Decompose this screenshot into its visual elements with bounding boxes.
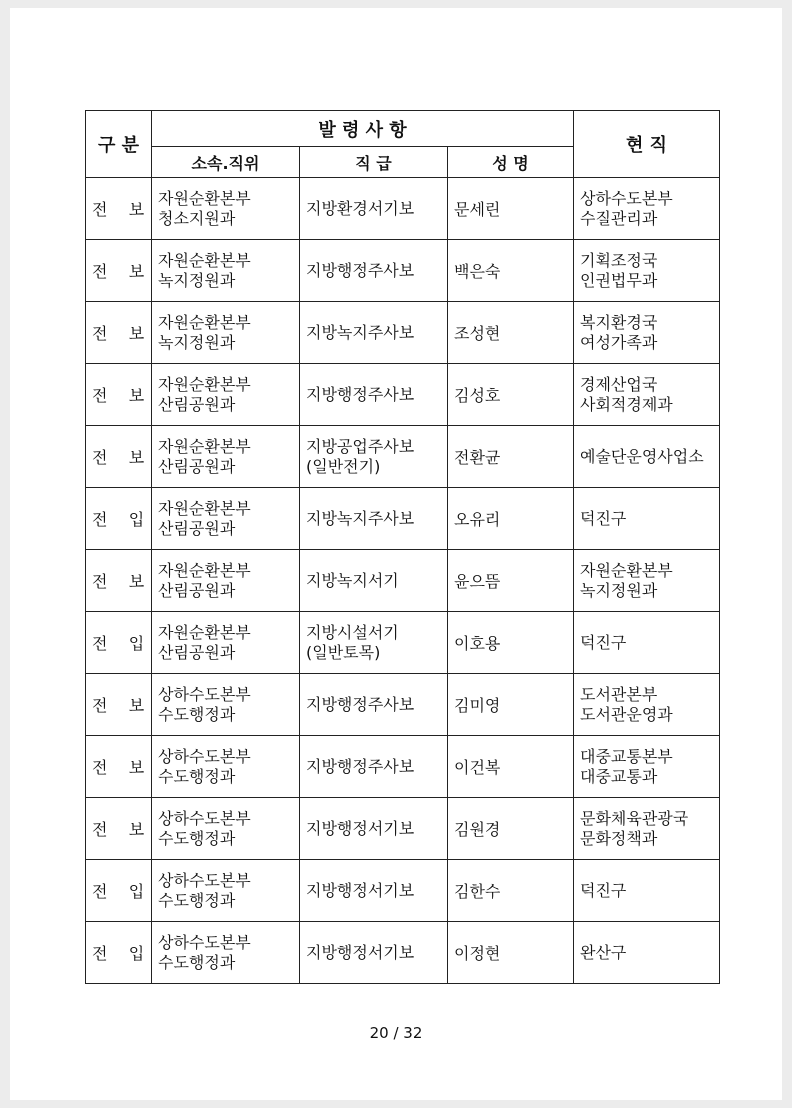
cell-current [574, 364, 720, 426]
cell-rank [300, 240, 448, 302]
cell-type: 전 보 [86, 364, 152, 426]
cell-rank-line: 지방녹지주사보 [306, 322, 415, 342]
cell-current-line: 수질관리과 [580, 208, 658, 228]
cell-name: 김미영 [448, 674, 574, 736]
cell-current-line: 경제산업국 [580, 374, 658, 394]
cell-rank-line: 지방녹지서기 [306, 570, 399, 590]
cell-current [574, 612, 720, 674]
cell-type: 전 입 [86, 612, 152, 674]
cell-current-line: 자원순환본부 [580, 560, 673, 580]
table-row [86, 736, 720, 798]
cell-dept [152, 302, 300, 364]
cell-current-line: 도서관본부 [580, 684, 658, 704]
cell-type: 전 보 [86, 798, 152, 860]
cell-current-line: 도서관운영과 [580, 704, 673, 724]
cell-current [574, 550, 720, 612]
cell-dept-line: 자원순환본부 [158, 312, 251, 332]
cell-dept [152, 240, 300, 302]
cell-rank-line: 지방행정주사보 [306, 384, 415, 404]
cell-name: 이정현 [448, 922, 574, 984]
cell-rank-line: 지방환경서기보 [306, 198, 415, 218]
cell-type: 전 보 [86, 240, 152, 302]
cell-rank-line: 지방행정서기보 [306, 942, 415, 962]
header-type: 구 분 [86, 111, 152, 178]
cell-dept-line: 자원순환본부 [158, 188, 251, 208]
cell-current-line: 덕진구 [580, 508, 627, 528]
cell-type: 전 입 [86, 922, 152, 984]
cell-dept-line: 산림공원과 [158, 642, 236, 662]
document-page [10, 8, 782, 1100]
cell-rank [300, 736, 448, 798]
cell-dept [152, 860, 300, 922]
cell-current-line: 덕진구 [580, 632, 627, 652]
table-row [86, 240, 720, 302]
header-dept: 소속.직위 [152, 147, 300, 178]
cell-rank-line: 지방행정주사보 [306, 260, 415, 280]
table-body [86, 178, 720, 984]
cell-current [574, 736, 720, 798]
table-row [86, 612, 720, 674]
cell-rank-line: 지방시설서기 [306, 622, 399, 642]
cell-type: 전 보 [86, 674, 152, 736]
cell-dept-line: 자원순환본부 [158, 622, 251, 642]
cell-dept [152, 488, 300, 550]
cell-rank [300, 550, 448, 612]
header-rank: 직 급 [300, 147, 448, 178]
cell-rank-line: 지방행정주사보 [306, 756, 415, 776]
cell-rank [300, 364, 448, 426]
cell-current-line: 완산구 [580, 942, 627, 962]
cell-current-line: 상하수도본부 [580, 188, 673, 208]
page-number: 20 / 32 [369, 1024, 423, 1042]
table-row [86, 426, 720, 488]
cell-name: 윤으뜸 [448, 550, 574, 612]
cell-current [574, 302, 720, 364]
cell-current-line: 녹지정원과 [580, 580, 658, 600]
cell-current-line: 대중교통과 [580, 766, 658, 786]
cell-type: 전 입 [86, 860, 152, 922]
cell-type: 전 보 [86, 426, 152, 488]
cell-rank [300, 488, 448, 550]
cell-dept [152, 426, 300, 488]
personnel-table [85, 110, 720, 984]
cell-current-line: 덕진구 [580, 880, 627, 900]
cell-dept-line: 수도행정과 [158, 704, 236, 724]
cell-name: 백은숙 [448, 240, 574, 302]
cell-dept-line: 산림공원과 [158, 580, 236, 600]
cell-dept [152, 798, 300, 860]
cell-rank [300, 302, 448, 364]
header-current: 현 직 [574, 111, 720, 178]
cell-current-line: 예술단운영사업소 [580, 446, 704, 466]
cell-name: 김성호 [448, 364, 574, 426]
cell-dept [152, 178, 300, 240]
cell-dept [152, 364, 300, 426]
cell-name: 이호용 [448, 612, 574, 674]
cell-rank-line: 지방행정주사보 [306, 694, 415, 714]
cell-rank [300, 860, 448, 922]
cell-type: 전 보 [86, 178, 152, 240]
header-group: 발 령 사 항 [152, 111, 574, 147]
cell-dept-line: 산림공원과 [158, 518, 236, 538]
cell-rank [300, 922, 448, 984]
cell-current [574, 240, 720, 302]
cell-name: 문세린 [448, 178, 574, 240]
cell-rank [300, 612, 448, 674]
cell-name: 김한수 [448, 860, 574, 922]
header-name: 성 명 [448, 147, 574, 178]
table-row [86, 488, 720, 550]
cell-rank-line: (일반토목) [306, 642, 381, 662]
cell-rank [300, 178, 448, 240]
cell-rank-line: 지방행정서기보 [306, 818, 415, 838]
cell-type: 전 보 [86, 550, 152, 612]
cell-current [574, 798, 720, 860]
cell-dept-line: 자원순환본부 [158, 250, 251, 270]
cell-dept-line: 상하수도본부 [158, 870, 251, 890]
table-row [86, 922, 720, 984]
cell-current-line: 여성가족과 [580, 332, 658, 352]
cell-name: 김원경 [448, 798, 574, 860]
cell-dept-line: 자원순환본부 [158, 374, 251, 394]
cell-rank-line: 지방행정서기보 [306, 880, 415, 900]
cell-current-line: 복지환경국 [580, 312, 658, 332]
cell-type: 전 보 [86, 302, 152, 364]
cell-name: 전환균 [448, 426, 574, 488]
cell-current-line: 인권법무과 [580, 270, 658, 290]
cell-current-line: 문화정책과 [580, 828, 658, 848]
cell-dept [152, 550, 300, 612]
table-row [86, 178, 720, 240]
cell-dept [152, 736, 300, 798]
table-row [86, 550, 720, 612]
cell-name: 오유리 [448, 488, 574, 550]
cell-dept-line: 상하수도본부 [158, 932, 251, 952]
cell-rank-line: 지방녹지주사보 [306, 508, 415, 528]
cell-current-line: 대중교통본부 [580, 746, 673, 766]
cell-name: 조성현 [448, 302, 574, 364]
cell-dept-line: 상하수도본부 [158, 684, 251, 704]
cell-name: 이건복 [448, 736, 574, 798]
cell-dept-line: 자원순환본부 [158, 498, 251, 518]
cell-dept-line: 상하수도본부 [158, 746, 251, 766]
cell-dept-line: 수도행정과 [158, 952, 236, 972]
cell-dept-line: 산림공원과 [158, 456, 236, 476]
cell-dept-line: 수도행정과 [158, 828, 236, 848]
cell-dept-line: 수도행정과 [158, 890, 236, 910]
cell-rank-line: (일반전기) [306, 456, 381, 476]
cell-dept-line: 녹지정원과 [158, 332, 236, 352]
cell-dept-line: 녹지정원과 [158, 270, 236, 290]
table-row [86, 364, 720, 426]
cell-dept-line: 청소지원과 [158, 208, 236, 228]
cell-dept-line: 산림공원과 [158, 394, 236, 414]
cell-dept-line: 자원순환본부 [158, 560, 251, 580]
cell-rank [300, 426, 448, 488]
table-row [86, 860, 720, 922]
table-row [86, 798, 720, 860]
table-row [86, 302, 720, 364]
cell-current [574, 674, 720, 736]
cell-current-line: 문화체육관광국 [580, 808, 689, 828]
cell-current [574, 178, 720, 240]
cell-dept [152, 922, 300, 984]
cell-rank [300, 798, 448, 860]
cell-dept [152, 612, 300, 674]
cell-dept-line: 자원순환본부 [158, 436, 251, 456]
cell-type: 전 보 [86, 736, 152, 798]
table-row [86, 674, 720, 736]
cell-rank [300, 674, 448, 736]
cell-current [574, 488, 720, 550]
cell-type: 전 입 [86, 488, 152, 550]
cell-dept-line: 상하수도본부 [158, 808, 251, 828]
cell-current [574, 860, 720, 922]
cell-rank-line: 지방공업주사보 [306, 436, 415, 456]
cell-dept-line: 수도행정과 [158, 766, 236, 786]
cell-current [574, 922, 720, 984]
cell-current-line: 사회적경제과 [580, 394, 673, 414]
cell-current-line: 기획조정국 [580, 250, 658, 270]
cell-current [574, 426, 720, 488]
cell-dept [152, 674, 300, 736]
